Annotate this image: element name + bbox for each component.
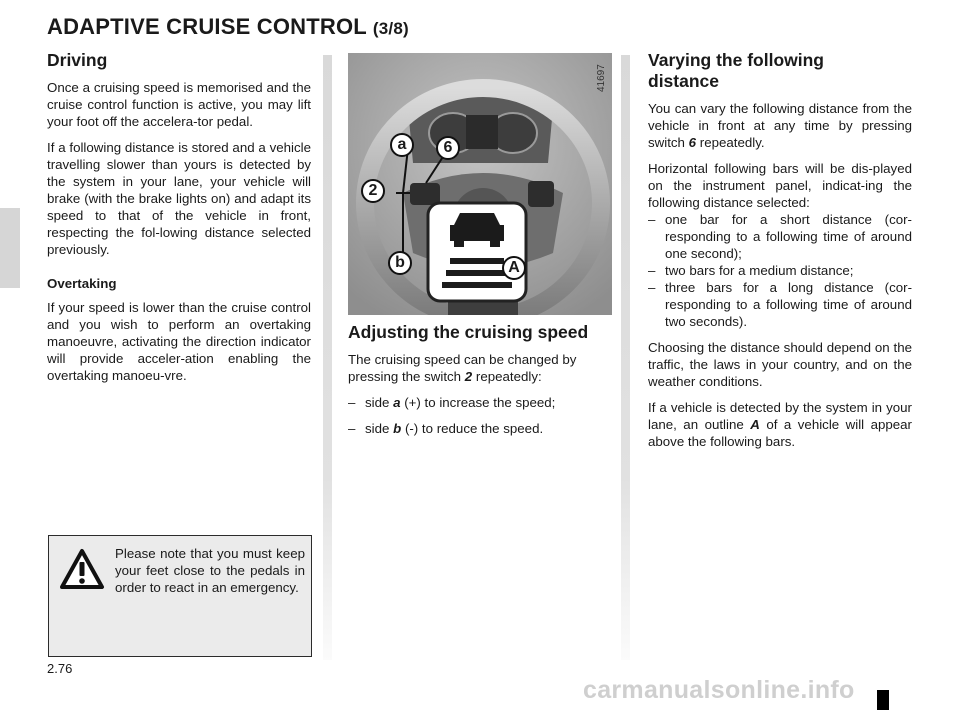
paragraph: If a following distance is stored and a vehicle travelling slower than yours is detected by the system in your lane, your vehicle will brake (with the brake lights on) and adapt its speed to that of the vehicle in front, respecting the fol-lowing distance selected previously. xyxy=(47,140,311,257)
column-divider xyxy=(323,55,332,660)
steering-wheel-figure xyxy=(348,53,612,315)
page-part: (3/8) xyxy=(372,19,409,38)
steering-wheel-illustration xyxy=(348,53,612,315)
chapter-tab xyxy=(0,208,20,288)
paragraph: If your speed is lower than the cruise control and you wish to perform an overtaking manoeuvre, activating the direction indicator will provide acceler-ation enabling the overtaking manoeu-vre. xyxy=(47,300,311,383)
paragraph: If a vehicle is detected by the system in your lane, an outline A of a vehicle will appear above the following bars. xyxy=(648,400,912,449)
paragraph: Horizontal following bars will be dis-played on the instrument panel, indicat-ing the following distance selected: xyxy=(648,161,912,210)
figure-reference: 41697 xyxy=(596,64,607,92)
heading-driving: Driving xyxy=(47,50,108,70)
paragraph: You can vary the following distance from the vehicle in front at any time by pressing switch 6 repeatedly. xyxy=(648,101,912,150)
heading-overtaking: Overtaking xyxy=(47,276,117,291)
page-edge-tab xyxy=(877,690,889,710)
warning-triangle-icon xyxy=(59,548,105,595)
figure-label-A: A xyxy=(502,256,526,280)
page-title: ADAPTIVE CRUISE CONTROL (3/8) xyxy=(47,14,409,39)
column-divider xyxy=(621,55,630,660)
right-column xyxy=(648,50,912,459)
warning-box xyxy=(48,535,312,657)
list-item: – three bars for a long distance (cor-responding to a following time of around two seconds). xyxy=(648,279,912,330)
paragraph: Once a cruising speed is memorised and the cruise control function is active, you may lift your foot off the accelera-tor pedal. xyxy=(47,80,311,129)
middle-column xyxy=(348,322,612,446)
list-item: – side b (-) to reduce the speed. xyxy=(348,420,612,437)
figure-label-2: 2 xyxy=(361,179,385,203)
paragraph: Choosing the distance should depend on the traffic, the laws in your country, and on the weather conditions. xyxy=(648,340,912,389)
figure-label-6: 6 xyxy=(436,136,460,160)
figure-label-b: b xyxy=(388,251,412,275)
warning-text: Please note that you must keep your feet close to the pedals in order to react in an emergency. xyxy=(115,546,305,595)
heading-adjusting: Adjusting the cruising speed xyxy=(348,322,589,342)
figure-label-a: a xyxy=(390,133,414,157)
list-item: – two bars for a medium distance; xyxy=(648,262,912,279)
bars-list xyxy=(648,211,912,330)
heading-varying: Varying the following distance xyxy=(648,50,824,91)
page-number: 2.76 xyxy=(47,661,73,676)
list-item: – side a (+) to increase the speed; xyxy=(348,394,612,411)
speed-list xyxy=(348,394,612,437)
left-column xyxy=(47,50,311,393)
watermark: carmanualsonline.info xyxy=(583,676,855,704)
list-item: – one bar for a short distance (cor-responding to a following time of around one second); xyxy=(648,211,912,262)
paragraph: The cruising speed can be changed by pressing the switch 2 repeatedly: xyxy=(348,352,577,384)
